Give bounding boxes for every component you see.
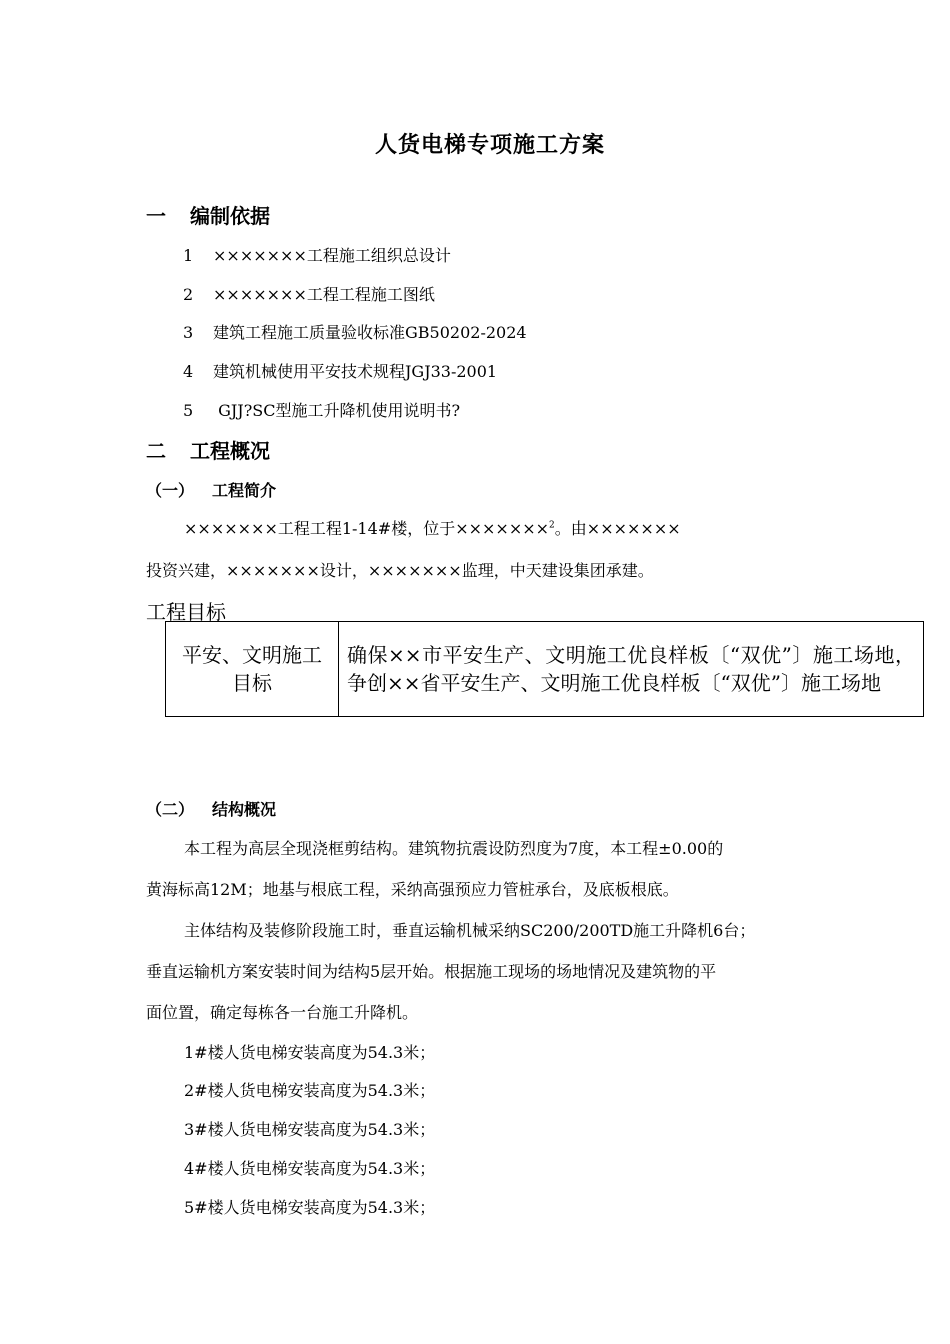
- list-item-number: 4: [183, 362, 194, 381]
- list-item: 5#楼人货电梯安装高度为54.3米；: [184, 1198, 436, 1217]
- subsection-number: （一）: [146, 481, 195, 500]
- text-segment: ×××××××工程工程1-14#楼，位于×××××××: [184, 519, 550, 538]
- superscript: 2: [549, 520, 555, 531]
- paragraph-line: 本工程为高层全现浇框剪结构。建筑物抗震设防烈度为7度，本工程±0.00的: [184, 839, 724, 858]
- goals-heading: 工程目标: [146, 600, 226, 624]
- document-title: 人货电梯专项施工方案: [374, 132, 605, 158]
- list-item: [183, 282, 435, 305]
- list-item-text: GJJ?SC型施工升降机使用说明书?: [213, 401, 461, 420]
- list-item-text: 建筑机械使用平安技术规程JGJ33-2001: [213, 362, 498, 381]
- goals-content-cell: 确保××市平安生产、文明施工优良样板〔“双优”〕施工场地，争创××省平安生产、文明施工优良样板〔“双优”〕施工场地: [339, 622, 924, 717]
- table-row: [166, 622, 924, 717]
- section-number: 二: [146, 439, 166, 463]
- list-item: 3#楼人货电梯安装高度为54.3米；: [184, 1120, 436, 1139]
- list-item: [183, 320, 527, 343]
- section-heading-basis: [146, 200, 270, 229]
- goals-table: [165, 621, 924, 717]
- section-number: 一: [146, 204, 166, 228]
- list-item-number: 1: [183, 246, 194, 265]
- goals-label-cell: 平安、文明施工目标: [166, 622, 339, 717]
- paragraph-line: 黄海标高12M；地基与根底工程，采纳高强预应力管桩承台，及底板根底。: [146, 880, 679, 899]
- paragraph-line: 面位置，确定每栋各一台施工升降机。: [146, 1003, 419, 1022]
- list-item-text: ×××××××工程工程施工图纸: [213, 285, 435, 304]
- text-segment: 。由×××××××: [554, 519, 681, 538]
- list-item-number: 2: [183, 285, 194, 304]
- list-item: [183, 398, 460, 421]
- section-title: 编制依据: [190, 204, 270, 228]
- section-heading-overview: [146, 435, 270, 464]
- subsection-title: 工程简介: [212, 481, 277, 500]
- list-item-text: 建筑工程施工质量验收标准GB50202-2024: [213, 323, 527, 342]
- subsection-title: 结构概况: [212, 800, 277, 819]
- list-item: [183, 359, 497, 382]
- list-item: 1#楼人货电梯安装高度为54.3米；: [184, 1043, 436, 1062]
- list-item-number: 3: [183, 323, 194, 342]
- list-item: [183, 243, 451, 266]
- subsection-number: （二）: [146, 800, 195, 819]
- subsection-heading-intro: [146, 478, 276, 501]
- list-item-text: ×××××××工程施工组织总设计: [213, 246, 451, 265]
- section-title: 工程概况: [190, 439, 270, 463]
- subsection-heading-structure: [146, 797, 276, 820]
- paragraph-line: [184, 516, 681, 539]
- list-item: 2#楼人货电梯安装高度为54.3米；: [184, 1081, 436, 1100]
- list-item-number: 5: [183, 401, 194, 420]
- paragraph-line: 垂直运输机方案安装时间为结构5层开始。根据施工现场的场地情况及建筑物的平: [146, 962, 717, 981]
- paragraph-line: 主体结构及装修阶段施工时，垂直运输机械采纳SC200/200TD施工升降机6台；: [184, 921, 756, 940]
- paragraph-line: 投资兴建，×××××××设计，×××××××监理，中天建设集团承建。: [146, 561, 654, 580]
- list-item: 4#楼人货电梯安装高度为54.3米；: [184, 1159, 436, 1178]
